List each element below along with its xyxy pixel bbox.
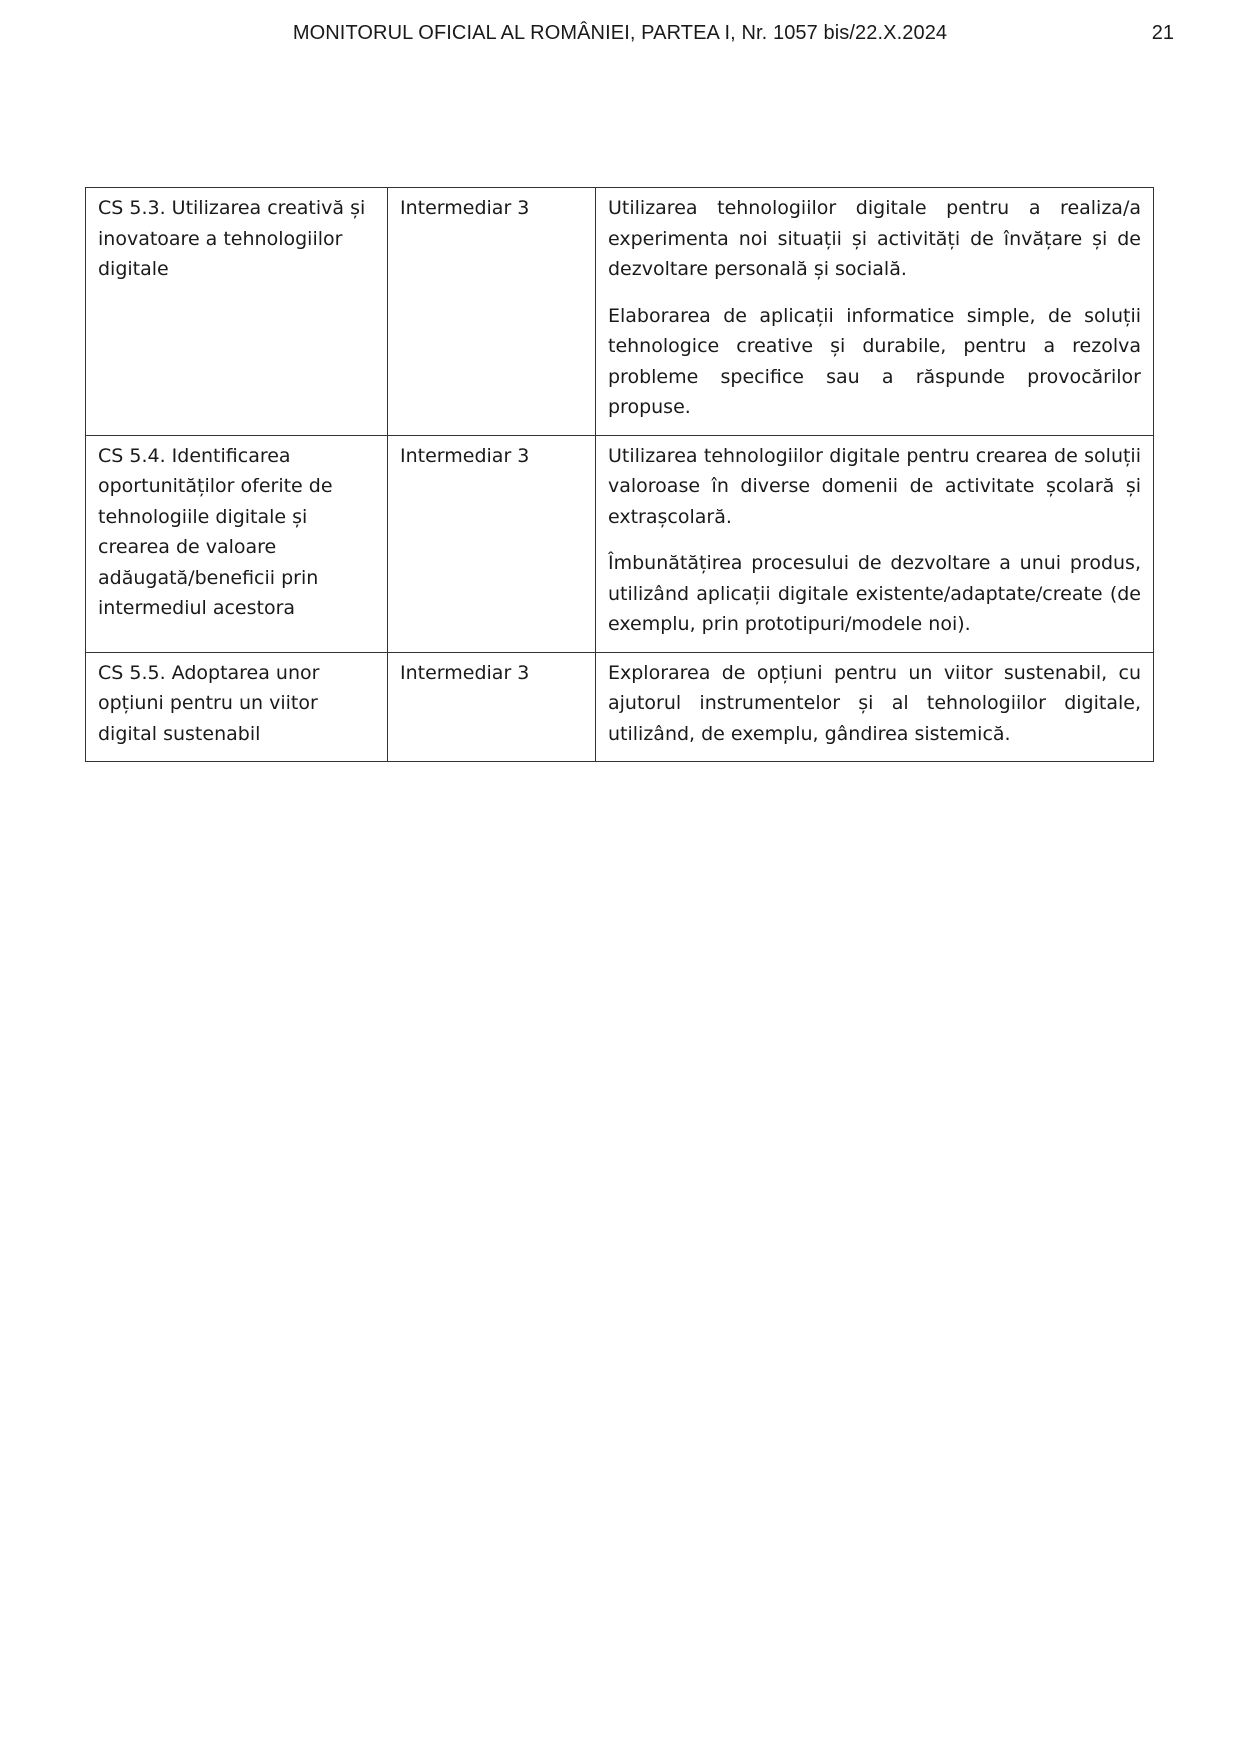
publication-title: MONITORUL OFICIAL AL ROMÂNIEI, PARTEA I, Nr. 1057 bis/22.X.2024: [292, 22, 948, 44]
description-paragraph: Utilizarea tehnologiilor digitale pentru a realiza/a experimenta noi situații și activități de învățare și de dezvoltare personală și socială.: [608, 197, 1141, 280]
level-cell: [388, 188, 596, 436]
table-row: [86, 435, 1154, 652]
table-row: [86, 652, 1154, 762]
page-header: [0, 22, 1240, 52]
description-paragraph: Elaborarea de aplicații informatice simple, de soluții tehnologice creative și durabile, pentru a rezolva probleme specifice sau a răspunde provocărilor propuse.: [608, 304, 1141, 418]
level-text: Intermediar 3: [400, 444, 530, 467]
description-cell: [596, 435, 1154, 652]
competence-cell: [86, 435, 388, 652]
page-number: 21: [1151, 22, 1174, 44]
competence-text: CS 5.5. Adoptarea unor opțiuni pentru un viitor digital sustenabil: [98, 661, 320, 745]
description-paragraph: Utilizarea tehnologiilor digitale pentru crearea de soluții valoroase în diverse domenii de activitate școlară și extrașcolară.: [608, 444, 1141, 528]
description-paragraph: Îmbunătățirea procesului de dezvoltare a unui produs, utilizând aplicații digitale existente/adaptate/create (de exemplu, prin prototipuri/modele noi).: [608, 552, 1141, 635]
description-paragraph: Explorarea de opțiuni pentru un viitor sustenabil, cu ajutorul instrumentelor și al tehnologiilor digitale, utilizând, de exemplu, gândirea sistemică.: [608, 661, 1141, 745]
competence-text: CS 5.4. Identificarea oportunităților oferite de tehnologiile digitale și crearea de valoare adăugată/beneficii prin intermediul acestora: [98, 444, 333, 619]
level-cell: [388, 652, 596, 762]
level-text: Intermediar 3: [400, 661, 530, 684]
level-text: Intermediar 3: [400, 197, 530, 219]
table-row: [86, 188, 1154, 436]
description-cell: [596, 188, 1154, 436]
competences-table: [85, 187, 1154, 762]
competence-cell: [86, 188, 388, 436]
description-cell: [596, 652, 1154, 762]
competence-text: CS 5.3. Utilizarea creativă și inovatoare a tehnologiilor digitale: [98, 197, 366, 280]
competence-cell: [86, 652, 388, 762]
level-cell: [388, 435, 596, 652]
